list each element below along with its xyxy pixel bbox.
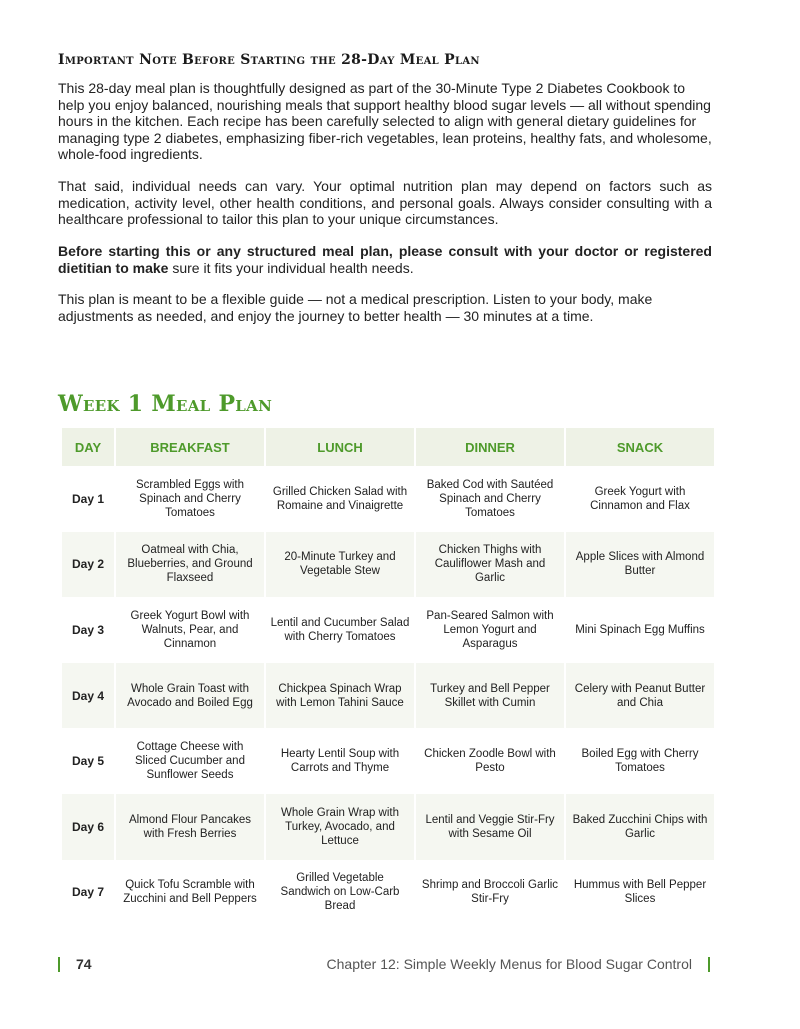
snack-cell: Hummus with Bell Pepper Slices (573, 879, 707, 906)
dinner-cell: Turkey and Bell Pepper Skillet with Cumin (416, 663, 564, 729)
day-cell: Day 3 (71, 622, 105, 637)
note-title: Important Note Before Starting the 28-Day Meal Plan (58, 52, 480, 68)
snack-cell: Mini Spinach Egg Muffins (575, 623, 705, 636)
table-row (62, 466, 714, 532)
table-row (62, 728, 714, 794)
table-row (62, 794, 714, 860)
breakfast-cell: Cottage Cheese with Sliced Cucumber and Sunflower Seeds (135, 741, 245, 782)
table-row (62, 532, 714, 598)
lunch-cell: Grilled Chicken Salad with Romaine and Vinaigrette (272, 485, 408, 512)
note-paragraph-2: That said, individual needs can vary. Your optimal nutrition plan may depend on factors such as medication, activity level, other health conditions, and personal goals. Always consider consulting with a healthcare professional to tailor this plan to your unique circumstances. (58, 178, 712, 227)
meal-plan-table (60, 428, 716, 925)
dinner-cell: Pan-Seared Salmon with Lemon Yogurt and Asparagus (426, 609, 554, 650)
day-cell: Day 2 (62, 532, 114, 598)
dinner-cell: Lentil and Veggie Stir-Fry with Sesame Oil (416, 794, 564, 860)
note-paragraph-4: This plan is meant to be a flexible guide — not a medical prescription. Listen to your body, make adjustments as needed, and enjoy the journey to better health — 30 minutes at a time. (58, 291, 653, 324)
snack-cell: Celery with Peanut Butter and Chia (566, 663, 714, 729)
breakfast-cell: Almond Flour Pancakes with Fresh Berries (116, 794, 264, 860)
note-paragraph-1: This 28-day meal plan is thoughtfully designed as part of the 30-Minute Type 2 Diabetes Cookbook to help you enjoy balanced, nourishing meals that support healthy blood sugar levels — all without spending hours in the kitchen. Each recipe has been carefully selected to align with general dietary guidelines for managing type 2 diabetes, emphasizing fiber-rich vegetables, lean proteins, healthy fats, and wholesome, whole-food ingredients. (58, 80, 712, 162)
table-row (62, 663, 714, 729)
snack-cell: Baked Zucchini Chips with Garlic (566, 794, 714, 860)
breakfast-cell: Whole Grain Toast with Avocado and Boiled Egg (116, 663, 264, 729)
footer-divider-left (58, 957, 60, 972)
dinner-cell: Shrimp and Broccoli Garlic Stir-Fry (421, 879, 559, 906)
dinner-cell: Chicken Thighs with Cauliflower Mash and Garlic (416, 532, 564, 598)
header-lunch: LUNCH (266, 428, 414, 466)
note-paragraph-3-bold: Before starting this or any structured meal plan, please consult with your doctor or registered dietitian to make (58, 243, 712, 276)
breakfast-cell: Quick Tofu Scramble with Zucchini and Bell Peppers (123, 879, 257, 906)
dinner-cell: Baked Cod with Sautéed Spinach and Cherry Tomatoes (426, 478, 554, 519)
header-day: DAY (62, 428, 114, 466)
header-snack: SNACK (566, 428, 714, 466)
table-row (62, 597, 714, 663)
dinner-cell: Chicken Zoodle Bowl with Pesto (424, 748, 556, 775)
day-cell: Day 1 (71, 491, 105, 506)
lunch-cell: 20-Minute Turkey and Vegetable Stew (266, 532, 414, 598)
footer-divider-right (708, 957, 710, 972)
lunch-cell: Grilled Vegetable Sandwich on Low-Carb Bread (280, 872, 400, 913)
snack-cell: Greek Yogurt with Cinnamon and Flax (590, 485, 690, 512)
header-dinner: DINNER (416, 428, 564, 466)
day-cell: Day 7 (71, 885, 105, 900)
lunch-cell: Lentil and Cucumber Salad with Cherry Tomatoes (270, 616, 410, 643)
header-breakfast: BREAKFAST (116, 428, 264, 466)
week-title: Week 1 Meal Plan (58, 391, 273, 417)
breakfast-cell: Oatmeal with Chia, Blueberries, and Ground Flaxseed (116, 532, 264, 598)
snack-cell: Apple Slices with Almond Butter (566, 532, 714, 598)
lunch-cell: Chickpea Spinach Wrap with Lemon Tahini Sauce (266, 663, 414, 729)
chapter-title: Chapter 12: Simple Weekly Menus for Blood Sugar Control (326, 956, 692, 972)
note-paragraph-3 (58, 243, 712, 276)
day-cell: Day 6 (62, 794, 114, 860)
note-paragraph-3-rest: sure it fits your individual health needs. (168, 259, 414, 276)
page-footer (0, 955, 800, 975)
lunch-cell: Whole Grain Wrap with Turkey, Avocado, and Lettuce (266, 794, 414, 860)
breakfast-cell: Greek Yogurt Bowl with Walnuts, Pear, and Cinnamon (130, 609, 250, 650)
day-cell: Day 4 (62, 663, 114, 729)
breakfast-cell: Scrambled Eggs with Spinach and Cherry Tomatoes (135, 478, 245, 519)
table-row (62, 860, 714, 926)
snack-cell: Boiled Egg with Cherry Tomatoes (581, 748, 699, 775)
page-number: 74 (76, 956, 92, 972)
table-header-row (62, 428, 714, 466)
lunch-cell: Hearty Lentil Soup with Carrots and Thyme (280, 748, 400, 775)
day-cell: Day 5 (71, 754, 105, 769)
